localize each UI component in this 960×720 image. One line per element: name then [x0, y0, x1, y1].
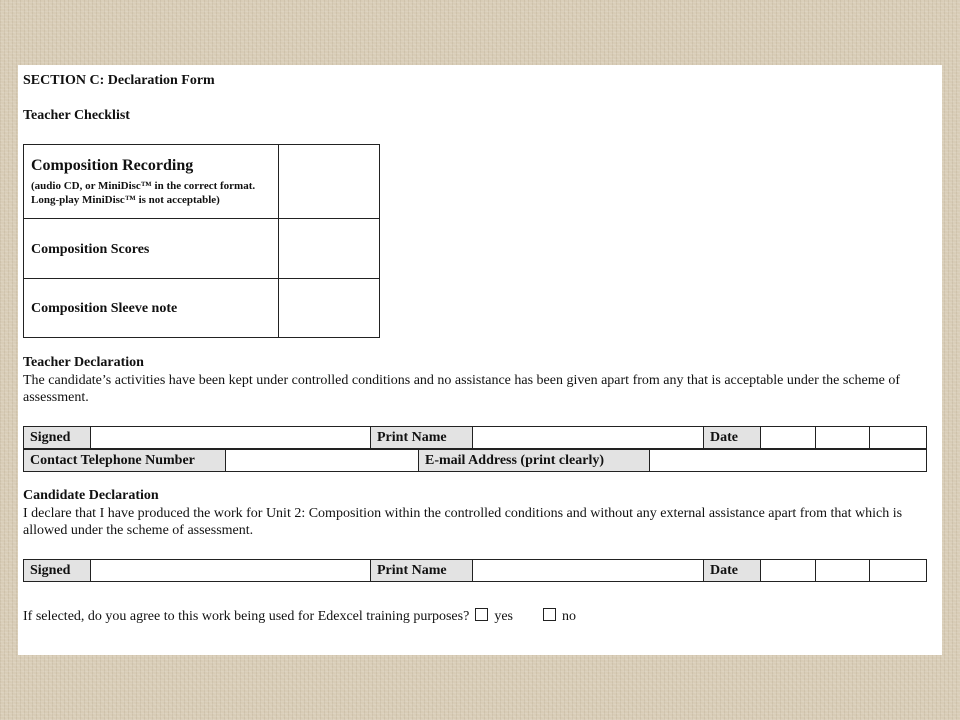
date-year-field[interactable] — [870, 560, 927, 582]
candidate-signature-field[interactable] — [91, 560, 371, 582]
candidate-declaration-heading: Candidate Declaration — [23, 488, 159, 503]
consent-no-label: no — [561, 609, 576, 624]
checklist-label-cell — [24, 219, 279, 279]
candidate-print-name-field[interactable] — [473, 560, 704, 582]
checklist-row — [24, 219, 380, 279]
consent-line — [23, 608, 576, 625]
consent-yes-label: yes — [494, 609, 513, 624]
candidate-signature-row — [24, 560, 927, 582]
print-name-label: Print Name — [371, 427, 473, 449]
print-name-label: Print Name — [371, 560, 473, 582]
checklist-row — [24, 279, 380, 338]
checklist-check-cell[interactable] — [278, 145, 379, 219]
date-day-field[interactable] — [761, 427, 816, 449]
date-year-field[interactable] — [870, 427, 927, 449]
checklist-heading: Teacher Checklist — [23, 108, 130, 123]
teacher-contact-table — [23, 449, 927, 472]
date-month-field[interactable] — [816, 560, 870, 582]
email-address-label: E-mail Address (print clearly) — [419, 450, 650, 472]
checklist-label-cell — [24, 279, 279, 338]
teacher-contact-row — [24, 450, 927, 472]
checklist-label-cell — [24, 145, 279, 219]
candidate-signature-table — [23, 559, 927, 582]
signed-label: Signed — [24, 427, 91, 449]
teacher-signature-table — [23, 426, 927, 449]
teacher-print-name-field[interactable] — [473, 427, 704, 449]
date-label: Date — [704, 427, 761, 449]
checklist-check-cell[interactable] — [278, 219, 379, 279]
checklist-item-title: Composition Scores — [31, 241, 150, 257]
teacher-signature-row — [24, 427, 927, 449]
checklist-row — [24, 145, 380, 219]
section-title: SECTION C: Declaration Form — [23, 73, 215, 88]
contact-telephone-label: Contact Telephone Number — [24, 450, 226, 472]
contact-telephone-field[interactable] — [226, 450, 419, 472]
checklist-item-title: Composition Recording — [31, 156, 194, 174]
date-label: Date — [704, 560, 761, 582]
declaration-form-page — [18, 65, 942, 655]
consent-question: If selected, do you agree to this work being used for Edexcel training purposes? — [23, 609, 470, 624]
date-day-field[interactable] — [761, 560, 816, 582]
consent-no-checkbox[interactable] — [543, 608, 556, 621]
checklist-item-note: (audio CD, or MiniDisc™ in the correct format. Long-play MiniDisc™ is not acceptable) — [31, 179, 256, 206]
candidate-declaration-text: I declare that I have produced the work for Unit 2: Composition within the controlled conditions and without any external assistance apart from that which is allowed under the scheme of assessment. — [23, 506, 903, 538]
checklist-item-title: Composition Sleeve note — [31, 301, 178, 316]
signed-label: Signed — [24, 560, 91, 582]
teacher-declaration-text: The candidate’s activities have been kept under controlled conditions and no assistance has been given apart from any that is acceptable under the scheme of assessment. — [23, 373, 901, 405]
email-address-field[interactable] — [650, 450, 927, 472]
date-month-field[interactable] — [816, 427, 870, 449]
checklist-check-cell[interactable] — [278, 279, 379, 338]
teacher-declaration-heading: Teacher Declaration — [23, 355, 144, 370]
teacher-checklist-table — [23, 144, 380, 338]
teacher-signature-field[interactable] — [91, 427, 371, 449]
consent-yes-checkbox[interactable] — [475, 608, 488, 621]
